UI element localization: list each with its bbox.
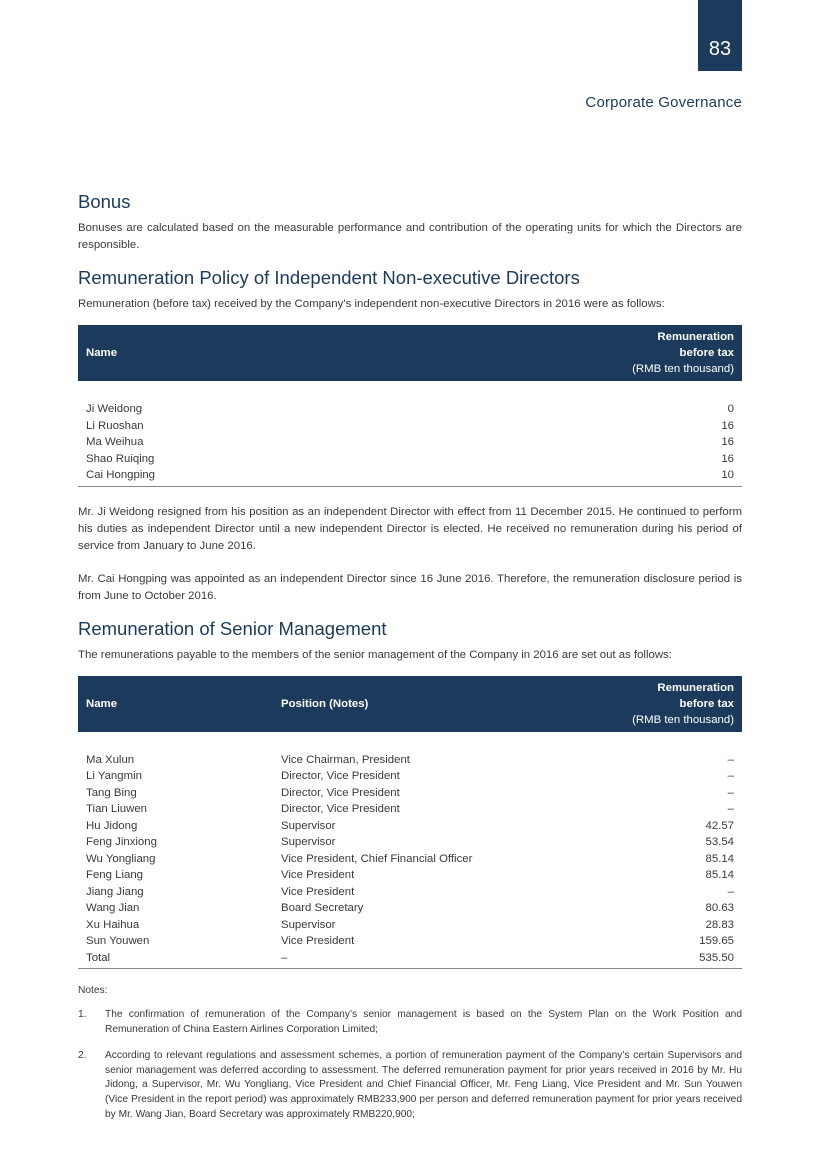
table-row bbox=[78, 768, 742, 785]
senior-name: Tian Liuwen bbox=[86, 803, 147, 815]
senior-value: – bbox=[727, 753, 734, 766]
senior-intro: The remunerations payable to the members of the senior management of the Company in 2016 are set out as follows: bbox=[78, 648, 672, 661]
ined-value: 0 bbox=[727, 403, 734, 415]
senior-header-remuneration bbox=[573, 676, 742, 732]
ined-heading: Remuneration Policy of Independent Non-executive Directors bbox=[78, 267, 580, 288]
senior-position: Supervisor bbox=[281, 819, 336, 832]
senior-position: Vice President, Chief Financial Officer bbox=[281, 852, 473, 865]
senior-position: Director, Vice President bbox=[281, 803, 400, 815]
ined-table-header bbox=[78, 325, 742, 381]
table-row bbox=[78, 801, 742, 818]
senior-table bbox=[78, 676, 742, 970]
table-row bbox=[78, 884, 742, 901]
senior-name: Feng Jinxiong bbox=[86, 836, 157, 848]
senior-value: 85.14 bbox=[705, 852, 734, 865]
senior-name: Wu Yongliang bbox=[86, 852, 156, 865]
senior-header-position: Position (Notes) bbox=[281, 697, 369, 710]
notes-label: Notes: bbox=[78, 985, 108, 996]
senior-value: 535.50 bbox=[573, 950, 742, 969]
note-text: According to relevant regulations and assessment schemes, a portion of remuneration payment of the Company’s certain Supervisors and senior management was deferred according to assessment. The deferred remuneration payment for prior years received in 2016 by Mr. Hu Jidong, a Supervisor, Mr. Wu Yongliang, Vice President and Chief Financial Officer, Mr. Feng Liang, Vice President and Mr. Sun Youwen (Vice President in the report period) was approximately RMB233,900 per person and deferred remuneration payment for prior years received by Mr. Wang Jian, Board Secretary was approximately RMB220,900; bbox=[105, 1050, 742, 1120]
senior-table-header bbox=[78, 676, 742, 732]
ined-value: 16 bbox=[721, 419, 734, 432]
note-text: The confirmation of remuneration of the Company’s senior management is based on the System Plan on the Work Position and Remuneration of China Eastern Airlines Corporation Limited; bbox=[105, 1009, 742, 1035]
ined-name: Shao Ruiqing bbox=[86, 452, 155, 465]
ined-header-name: Name bbox=[86, 347, 118, 359]
senior-position: – bbox=[273, 950, 573, 969]
table-row bbox=[78, 785, 742, 802]
table-row bbox=[78, 418, 742, 435]
senior-position: Board Secretary bbox=[281, 902, 364, 914]
section-title: Corporate Governance bbox=[585, 94, 742, 111]
ined-note-cai: Mr. Cai Hongping was appointed as an independent Director since 16 June 2016. Therefore, the remuneration disclosure period is from June to October 2016. bbox=[78, 572, 742, 602]
ined-note-ji: Mr. Ji Weidong resigned from his position as an independent Director with effect from 11 December 2015. He continued to perform his duties as independent Director until a new independent Director is elected. He received no remuneration during his period of service from January to June 2016. bbox=[78, 505, 742, 552]
senior-position: Vice President bbox=[281, 885, 355, 898]
senior-position: Director, Vice President bbox=[281, 786, 400, 799]
table-row bbox=[78, 851, 742, 868]
table-row bbox=[78, 917, 742, 934]
page-number: 83 bbox=[708, 38, 732, 60]
senior-value: – bbox=[727, 885, 734, 898]
table-row bbox=[78, 467, 742, 486]
senior-name: Tang Bing bbox=[86, 786, 137, 799]
senior-header-rem1: Remuneration bbox=[657, 681, 734, 694]
ined-name: Li Ruoshan bbox=[86, 419, 144, 432]
ined-header-remuneration bbox=[356, 325, 742, 381]
note-number: 1. bbox=[78, 1009, 87, 1020]
ined-header-rem1: Remuneration bbox=[657, 331, 734, 343]
senior-name: Hu Jidong bbox=[86, 819, 138, 832]
senior-name: Jiang Jiang bbox=[86, 885, 144, 898]
senior-name: Xu Haihua bbox=[86, 918, 140, 931]
ined-value: 16 bbox=[721, 436, 734, 448]
senior-name: Feng Liang bbox=[86, 869, 143, 881]
ined-header-rem2: before tax bbox=[679, 347, 734, 359]
table-row bbox=[78, 401, 742, 418]
senior-position: Vice President bbox=[281, 935, 355, 947]
ined-value: 10 bbox=[356, 467, 742, 486]
senior-heading: Remuneration of Senior Management bbox=[78, 617, 387, 639]
senior-position: Vice Chairman, President bbox=[281, 753, 410, 766]
senior-value: – bbox=[727, 770, 734, 782]
senior-position: Supervisor bbox=[281, 918, 336, 931]
table-row bbox=[78, 752, 742, 769]
senior-value: 53.54 bbox=[705, 836, 734, 848]
note-item bbox=[78, 1049, 742, 1122]
ined-intro: Remuneration (before tax) received by the Company’s independent non-executive Directors in 2016 were as follows: bbox=[78, 298, 665, 310]
senior-position: Vice President bbox=[281, 869, 355, 881]
senior-name: Li Yangmin bbox=[86, 770, 142, 782]
note-item bbox=[78, 1008, 742, 1037]
senior-name: Total bbox=[78, 950, 273, 969]
table-row bbox=[78, 434, 742, 451]
table-row bbox=[78, 867, 742, 884]
senior-header-rem3: (RMB ten thousand) bbox=[632, 713, 734, 726]
ined-header-rem3: (RMB ten thousand) bbox=[632, 363, 734, 375]
table-row bbox=[78, 933, 742, 950]
senior-value: 159.65 bbox=[699, 935, 734, 947]
senior-value: – bbox=[727, 786, 734, 799]
senior-value: 28.83 bbox=[705, 918, 734, 931]
ined-table bbox=[78, 325, 742, 487]
page-content bbox=[78, 190, 742, 1122]
senior-value: 80.63 bbox=[705, 902, 734, 914]
note-number: 2. bbox=[78, 1050, 87, 1062]
senior-header-rem2: before tax bbox=[679, 697, 734, 710]
table-row bbox=[78, 818, 742, 835]
ined-name: Ma Weihua bbox=[86, 436, 144, 448]
senior-name: Wang Jian bbox=[86, 902, 140, 914]
bonus-heading: Bonus bbox=[78, 191, 131, 212]
page-number-tab bbox=[698, 0, 742, 71]
bonus-text: Bonuses are calculated based on the measurable performance and contribution of the operating units for which the Directors are responsible. bbox=[78, 222, 742, 251]
table-row bbox=[78, 834, 742, 851]
senior-name: Sun Youwen bbox=[86, 935, 150, 947]
ined-name: Ji Weidong bbox=[86, 403, 143, 415]
table-row-total bbox=[78, 950, 742, 969]
senior-value: 42.57 bbox=[705, 819, 734, 832]
senior-header-name: Name bbox=[86, 697, 118, 710]
table-row bbox=[78, 900, 742, 917]
senior-value: 85.14 bbox=[705, 869, 734, 881]
ined-name: Cai Hongping bbox=[78, 467, 356, 486]
ined-value: 16 bbox=[721, 452, 734, 465]
senior-value: – bbox=[727, 803, 734, 815]
table-row bbox=[78, 451, 742, 468]
senior-name: Ma Xulun bbox=[86, 753, 135, 766]
senior-position: Supervisor bbox=[281, 836, 336, 848]
senior-position: Director, Vice President bbox=[281, 770, 400, 782]
